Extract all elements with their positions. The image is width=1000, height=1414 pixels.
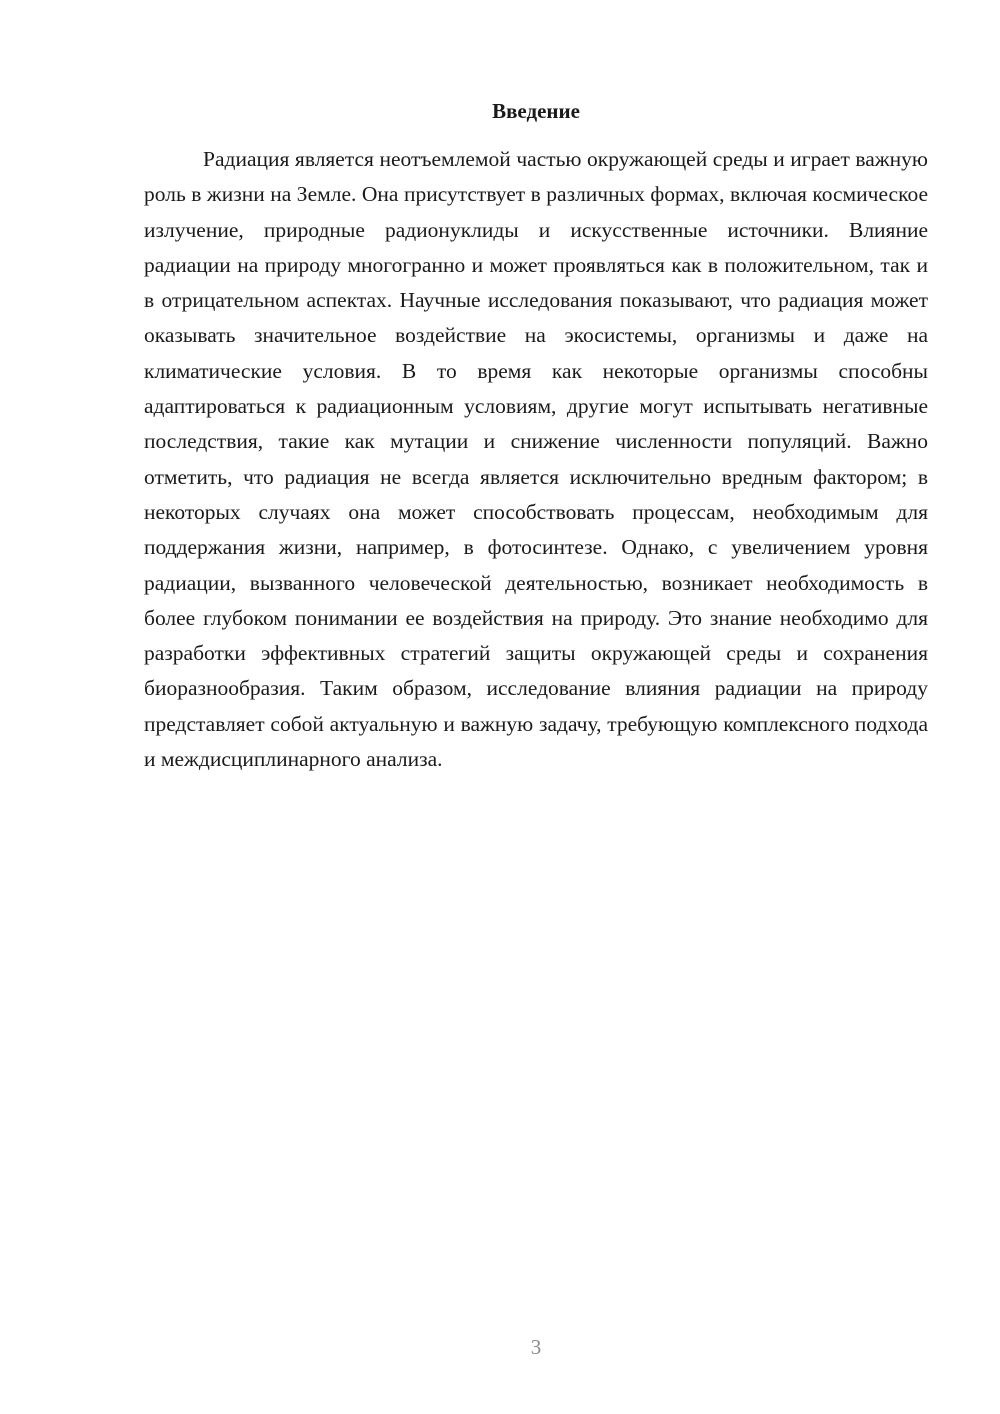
section-heading: Введение — [492, 99, 580, 123]
body-paragraph: Радиация является неотъемлемой частью окружающей среды и играет важную роль в жизни на Земле. Она присутствует в различных формах, включая космическое излучение, природные радионуклиды и искусственные источники. Влияние радиации на природу многогранно и может проявляться как в положительном, так и в отрицательном аспектах. Научные исследования показывают, что радиация может оказывать значительное воздействие на экосистемы, организмы и даже на климатические условия. В то время как некоторые организмы способны адаптироваться к радиационным условиям, другие могут испытывать негативные последствия, такие как мутации и снижение численности популяций. Важно отметить, что радиация не всегда является исключительно вредным фактором; в некоторых случаях она может способствовать процессам, необходимым для поддержания жизни, например, в фотосинтезе. Однако, с увеличением уровня радиации, вызванного человеческой деятельностью, возникает необходимость в более глубоком понимании ее воздействия на природу. Это знание необходимо для разработки эффективных стратегий защиты окружающей среды и сохранения биоразнообразия. Таким образом, исследование влияния радиации на природу представляет собой актуальную и важную задачу, требующую комплексного подхода и междисциплинарного анализа. — [144, 147, 928, 772]
page-number: 3 — [530, 1335, 542, 1359]
